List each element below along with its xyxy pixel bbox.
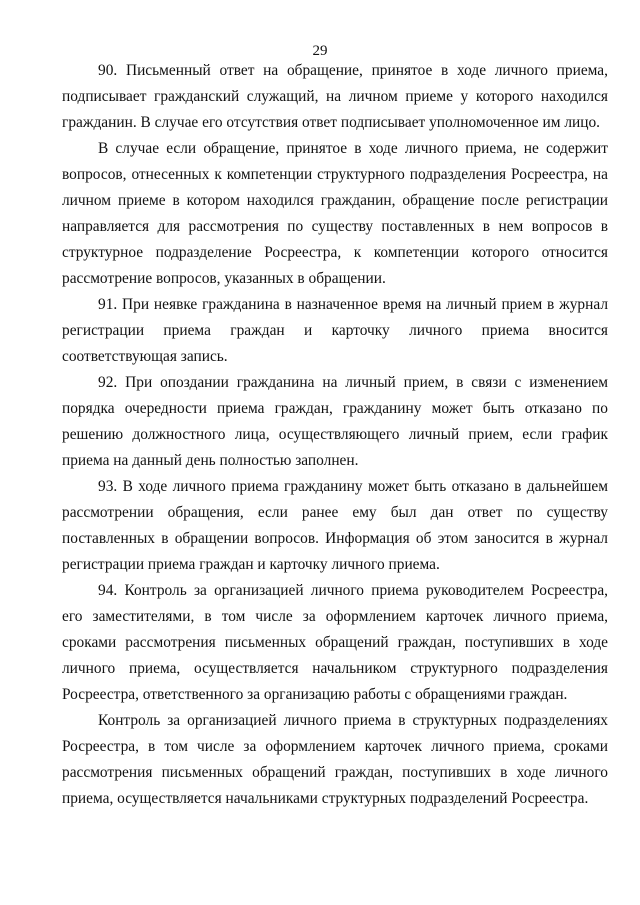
paragraph-94: 94. Контроль за организацией личного приема руководителем Росреестра, его заместителями, в том числе за оформлением карточек личного приема, сроками рассмотрения письменных обращений граждан, поступивших в ходе личного приема, осуществляется начальником структурного подразделения Росреестра, ответственного за организацию работы с обращениями граждан. [62,582,608,703]
paragraph-93: 93. В ходе личного приема гражданину может быть отказано в дальнейшем рассмотрении обращения, если ранее ему был дан ответ по существу поставленных в обращении вопросов. Информация об этом заносится в журнал регистрации приема граждан и карточку личного приема. [62,478,608,573]
paragraph-94-continuation: Контроль за организацией личного приема в структурных подразделениях Росреестра, в том числе за оформлением карточек личного приема, сроками рассмотрения письменных обращений граждан, поступивших в ходе личного приема, осуществляется начальниками структурных подразделений Росреестра. [62,712,608,807]
paragraph-91: 91. При неявке гражданина в назначенное время на личный прием в журнал регистрации приема граждан и карточку личного приема вносится соответствующая запись. [62,296,608,365]
document-body [62,58,608,812]
paragraph-90-continuation: В случае если обращение, принятое в ходе личного приема, не содержит вопросов, отнесенных к компетенции структурного подразделения Росреестра, на личном приеме в котором находился гражданин, обращение после регистрации направляется для рассмотрения по существу поставленных в нем вопросов в структурное подразделение Росреестра, к компетенции которого относится рассмотрение вопросов, указанных в обращении. [62,140,608,287]
paragraph-90: 90. Письменный ответ на обращение, принятое в ходе личного приема, подписывает гражданский служащий, на личном приеме у которого находился гражданин. В случае его отсутствия ответ подписывает уполномоченное им лицо. [62,62,608,131]
page-number: 29 [312,43,328,59]
paragraph-92: 92. При опоздании гражданина на личный прием, в связи с изменением порядка очередности приема граждан, гражданину может быть отказано по решению должностного лица, осуществляющего личный прием, если график приема на данный день полностью заполнен. [62,374,608,469]
